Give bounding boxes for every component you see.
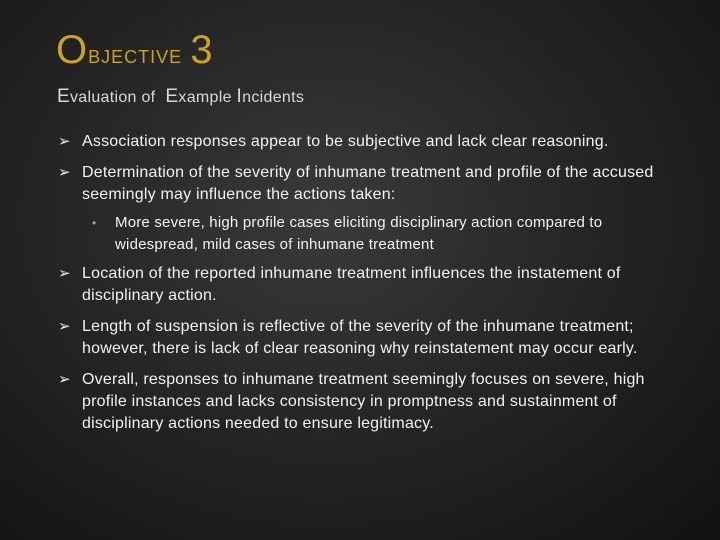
bullet-item — [58, 263, 678, 307]
arrowhead-bullet-icon: ➢ — [58, 133, 71, 150]
arrowhead-bullet-icon: ➢ — [58, 265, 71, 282]
slide-subtitle — [57, 87, 304, 106]
subtitle-word1-rest: valuation of — [69, 89, 156, 106]
sub-bullet-item — [90, 212, 678, 256]
arrowhead-bullet-icon: ➢ — [58, 371, 71, 388]
sub-bullet-text: More severe, high profile cases eliciting disciplinary action compared to widespread, mild cases of inhumane treatment — [115, 214, 603, 253]
bullet-list — [58, 131, 678, 444]
subtitle-word3-initial: I — [236, 86, 243, 107]
bullet-text: Length of suspension is reflective of the severity of the inhumane treatment; however, there is lack of clear reasoning why reinstatement may occur early. — [82, 318, 638, 357]
subtitle-word3-rest: ncidents — [242, 89, 305, 106]
bullet-item — [58, 316, 678, 360]
dot-bullet-icon: • — [92, 216, 97, 230]
bullet-text: Determination of the severity of inhumane treatment and profile of the accused seemingly may influence the actions taken: — [82, 164, 654, 203]
slide-title-number: 3 — [190, 28, 214, 72]
bullet-item — [58, 131, 678, 153]
arrowhead-bullet-icon: ➢ — [58, 164, 71, 181]
slide-title-initial: O — [56, 28, 89, 72]
bullet-item — [58, 162, 678, 206]
bullet-text: Location of the reported inhumane treatment influences the instatement of disciplinary action. — [82, 265, 621, 304]
subtitle-word2-initial: E — [165, 86, 179, 107]
bullet-text: Association responses appear to be subjective and lack clear reasoning. — [82, 133, 609, 150]
arrowhead-bullet-icon: ➢ — [58, 318, 71, 335]
slide-title-rest: bjective — [88, 39, 183, 69]
subtitle-word2-rest: xample — [178, 89, 232, 106]
bullet-text: Overall, responses to inhumane treatment seemingly focuses on severe, high profile instances and lacks consistency in promptness and sustainment of disciplinary actions needed to ensure legitimacy. — [82, 371, 645, 432]
bullet-item — [58, 369, 678, 435]
subtitle-word1-initial: E — [57, 86, 70, 107]
slide-title — [56, 30, 214, 70]
